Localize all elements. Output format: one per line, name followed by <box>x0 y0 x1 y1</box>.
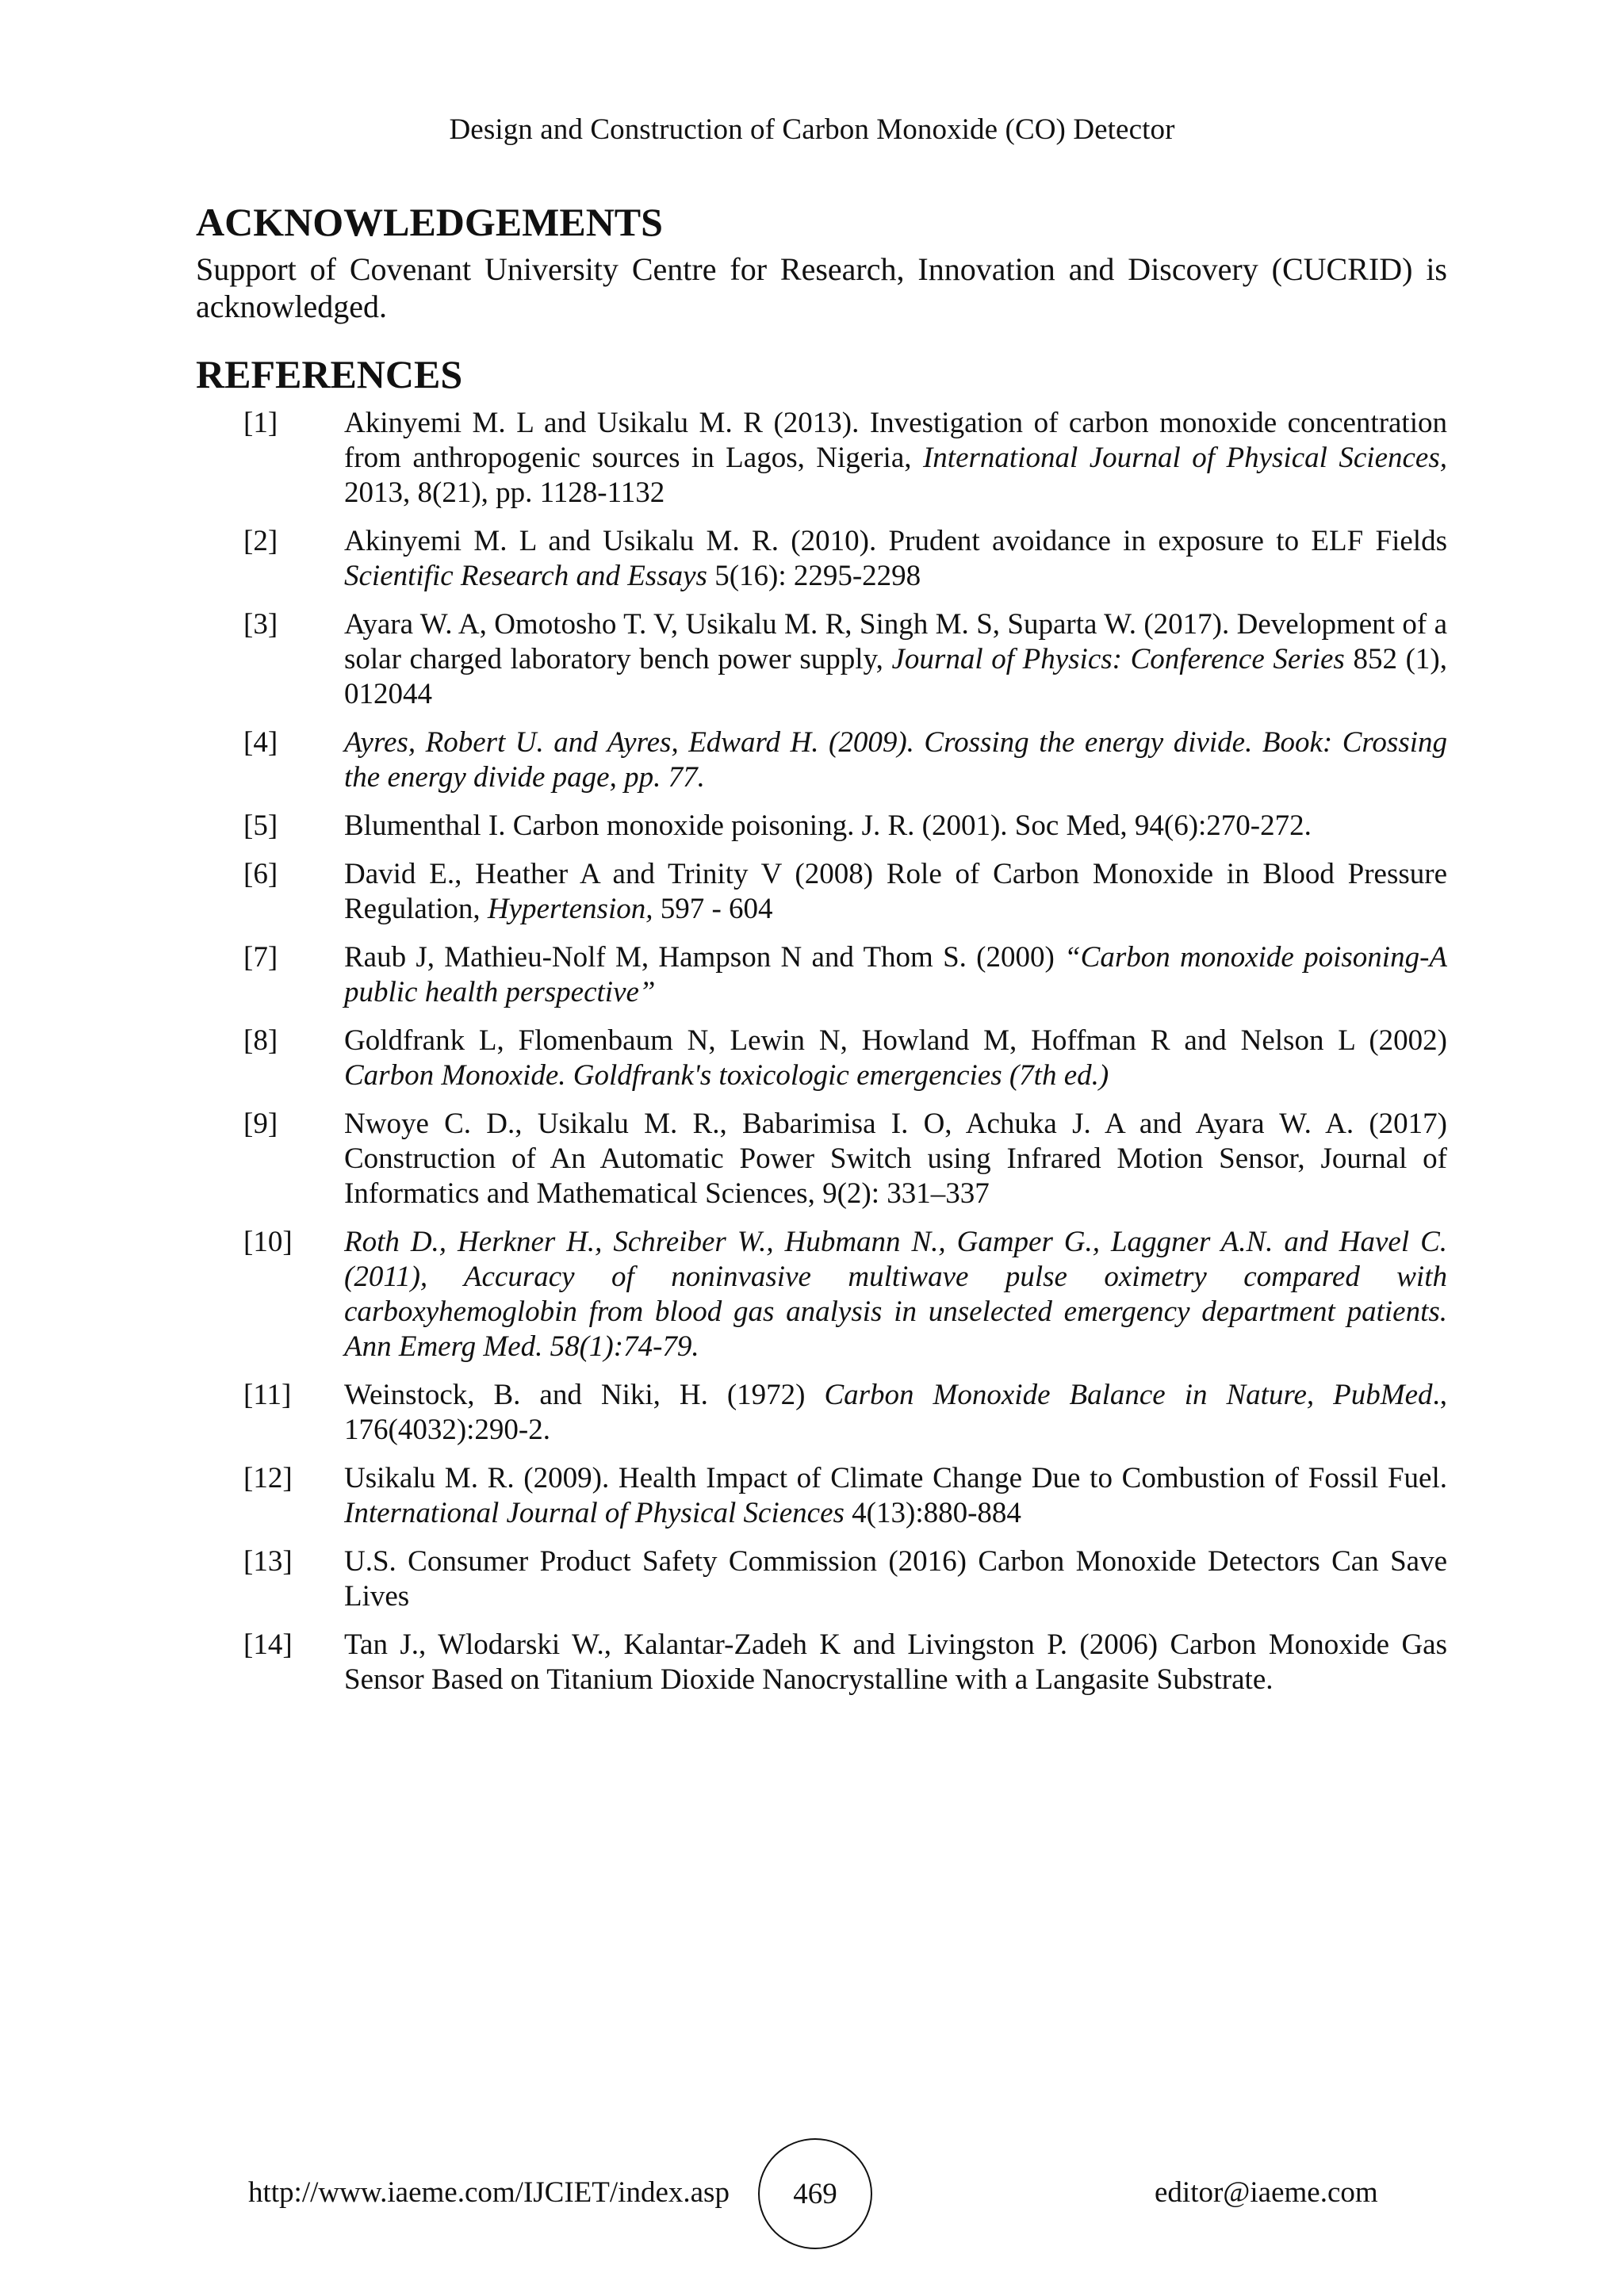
reference-item <box>196 1024 1447 1093</box>
reference-number: [3] <box>243 608 278 641</box>
reference-text <box>344 1461 1447 1531</box>
reference-italic-segment: Hypertension, <box>487 893 653 925</box>
reference-italic-segment: Carbon Monoxide Balance in Nature, PubMed <box>824 1379 1433 1411</box>
reference-number: [12] <box>243 1462 293 1494</box>
reference-item <box>196 1544 1447 1614</box>
reference-list <box>196 406 1447 1697</box>
reference-item <box>196 524 1447 594</box>
reference-item <box>196 940 1447 1010</box>
reference-item <box>196 406 1447 511</box>
acknowledgements-heading: ACKNOWLEDGEMENTS <box>196 200 663 244</box>
page-number: 469 <box>758 2138 872 2249</box>
reference-segment: Tan J., Wlodarski W., Kalantar-Zadeh K and Livingston P. (2006) Carbon Monoxide Gas Sensor Based on Titanium Dioxide Nanocrystalline with a Langasite Substrate. <box>344 1628 1447 1696</box>
reference-text <box>344 857 1447 927</box>
reference-text <box>344 406 1447 511</box>
reference-segment: Usikalu M. R. (2009). Health Impact of Climate Change Due to Combustion of Fossil Fuel. <box>344 1462 1447 1494</box>
reference-segment: Akinyemi M. L and Usikalu M. R (2013). Investigation of carbon monoxide concentration from anthropogenic sources in Lagos, Nigeria, <box>344 407 1447 474</box>
footer-url: http://www.iaeme.com/IJCIET/index.asp <box>248 2176 730 2209</box>
reference-item <box>196 857 1447 927</box>
reference-text <box>344 1544 1447 1614</box>
reference-italic-segment: “Carbon monoxide poisoning-A public health perspective” <box>344 941 1447 1008</box>
reference-number: [11] <box>243 1379 292 1411</box>
reference-segment: Akinyemi M. L and Usikalu M. R. (2010). Prudent avoidance in exposure to ELF Fields <box>344 525 1447 557</box>
reference-number: [2] <box>243 525 278 557</box>
reference-text <box>344 1378 1447 1448</box>
page-content <box>196 197 1447 1711</box>
reference-segment: Raub J, Mathieu-Nolf M, Hampson N and Thom S. (2000) <box>344 941 1065 974</box>
reference-segment: Blumenthal I. Carbon monoxide poisoning. J. R. (2001). Soc Med, 94(6):270-272. <box>344 809 1312 842</box>
reference-number: [10] <box>243 1226 293 1258</box>
references-section <box>196 349 1447 1697</box>
reference-number: [13] <box>243 1545 293 1578</box>
reference-italic-segment: Roth D., Herkner H., Schreiber W., Hubmann N., Gamper G., Laggner A.N. and Havel C. (2011), Accuracy of noninvasive multiwave pulse oximetry compared with carboxyhemoglobin from blood gas analysis in unselected emergency department patients. Ann Emerg Med. 58(1):74-79. <box>344 1226 1447 1363</box>
running-header: Design and Construction of Carbon Monoxide (CO) Detector <box>449 113 1175 146</box>
reference-item <box>196 809 1447 844</box>
reference-italic-segment: Journal of Physics: Conference Series <box>891 643 1345 675</box>
reference-number: [9] <box>243 1108 278 1140</box>
reference-segment: ., 176(4032):290-2. <box>344 1379 1447 1446</box>
reference-text <box>344 524 1447 594</box>
reference-italic-segment: Ayres, Robert U. and Ayres, Edward H. (2009). Crossing the energy divide. Book: Crossing the energy divide page, pp. 77. <box>344 726 1447 794</box>
reference-text <box>344 607 1447 712</box>
reference-segment: David E., Heather A and Trinity V (2008) Role of Carbon Monoxide in Blood Pressure Regulation, <box>344 858 1447 925</box>
reference-italic-segment: International Journal of Physical Sciences <box>344 1497 845 1529</box>
acknowledgements-text: Support of Covenant University Centre for Research, Innovation and Discovery (CUCRID) is acknowledged. <box>196 251 1447 324</box>
reference-segment: Ayara W. A, Omotosho T. V, Usikalu M. R, Singh M. S, Suparta W. (2017). Development of a solar charged laboratory bench power supply, <box>344 608 1447 675</box>
reference-italic-segment: Carbon Monoxide. Goldfrank's toxicologic emergencies (7th ed.) <box>344 1059 1109 1092</box>
reference-number: [6] <box>243 858 278 890</box>
reference-text <box>344 809 1447 844</box>
reference-item <box>196 1461 1447 1531</box>
reference-number: [14] <box>243 1628 293 1661</box>
reference-segment: U.S. Consumer Product Safety Commission (2016) Carbon Monoxide Detectors Can Save Lives <box>344 1545 1447 1613</box>
reference-italic-segment: International Journal of Physical Sciences, <box>922 442 1447 474</box>
reference-number: [5] <box>243 809 278 842</box>
reference-number: [1] <box>243 407 278 439</box>
reference-item <box>196 1225 1447 1364</box>
reference-segment: 5(16): 2295-2298 <box>707 560 921 592</box>
references-heading: REFERENCES <box>196 352 463 396</box>
reference-segment: 2013, 8(21), pp. 1128-1132 <box>344 476 665 509</box>
reference-item <box>196 1378 1447 1448</box>
reference-segment: Weinstock, B. and Niki, H. (1972) <box>344 1379 825 1411</box>
reference-number: [7] <box>243 941 278 974</box>
reference-text <box>344 940 1447 1010</box>
reference-segment: Nwoye C. D., Usikalu M. R., Babarimisa I. O, Achuka J. A and Ayara W. A. (2017) Construction of An Automatic Power Switch using Infrared Motion Sensor, Journal of Informatics and Mathematical Sciences, 9(2): 331–337 <box>344 1108 1447 1210</box>
reference-segment: 852 (1), 012044 <box>344 643 1447 710</box>
acknowledgements-section <box>196 197 1447 325</box>
reference-number: [8] <box>243 1024 278 1057</box>
footer-email: editor@iaeme.com <box>1155 2176 1378 2209</box>
reference-segment: 597 - 604 <box>653 893 773 925</box>
reference-number: [4] <box>243 726 278 759</box>
reference-segment: 4(13):880-884 <box>844 1497 1021 1529</box>
reference-segment: Goldfrank L, Flomenbaum N, Lewin N, Howland M, Hoffman R and Nelson L (2002) <box>344 1024 1447 1057</box>
reference-text <box>344 1225 1447 1364</box>
reference-item <box>196 607 1447 712</box>
reference-item <box>196 1107 1447 1211</box>
reference-text <box>344 1024 1447 1093</box>
reference-item <box>196 1628 1447 1697</box>
reference-text <box>344 1107 1447 1211</box>
reference-item <box>196 725 1447 795</box>
reference-text <box>344 1628 1447 1697</box>
reference-italic-segment: Scientific Research and Essays <box>344 560 707 592</box>
reference-text <box>344 725 1447 795</box>
